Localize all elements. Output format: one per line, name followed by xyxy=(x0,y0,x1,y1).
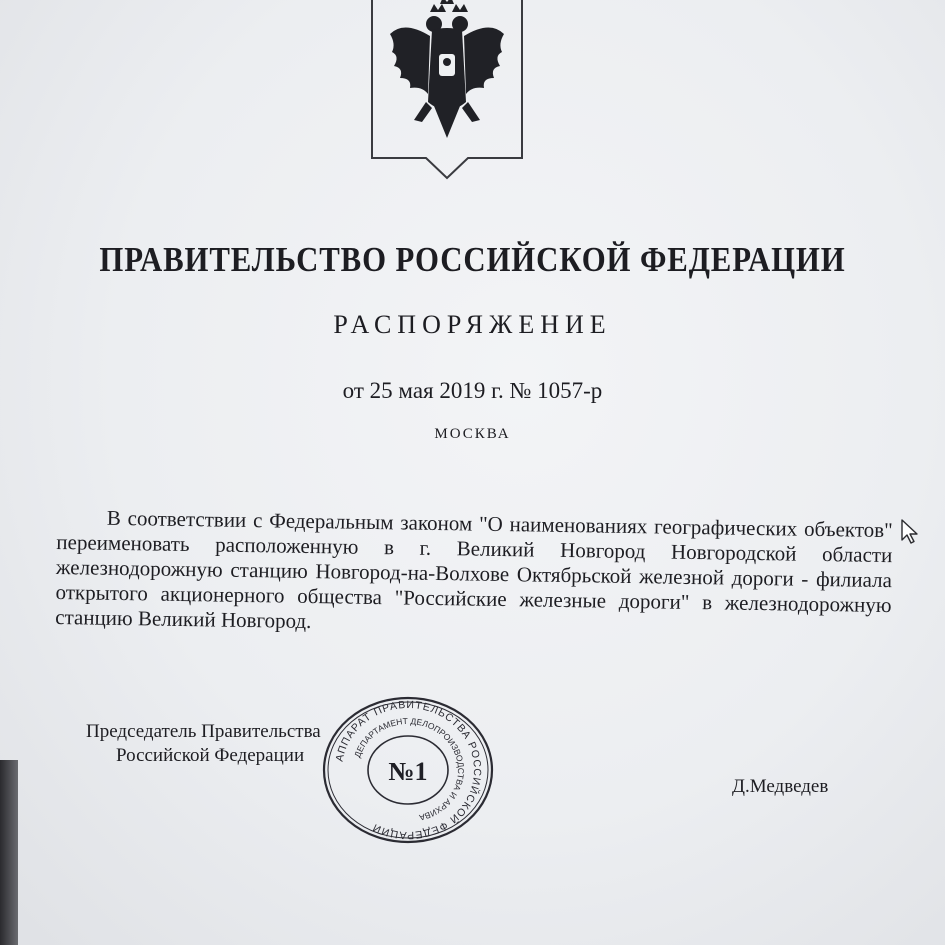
monitor-bezel xyxy=(0,760,18,945)
mouse-pointer-icon xyxy=(900,518,922,544)
signatory-title xyxy=(86,720,321,768)
stamp-number: №1 xyxy=(388,757,428,786)
government-title: ПРАВИТЕЛЬСТВО РОССИЙСКОЙ ФЕДЕРАЦИИ xyxy=(99,240,846,279)
signatory-name: Д.Медведев xyxy=(732,776,829,797)
document-date-number: от 25 мая 2019 г. № 1057-р xyxy=(342,378,603,403)
stamp-outer-text: АППАРАТ ПРАВИТЕЛЬСТВА РОССИЙСКОЙ ФЕДЕРАЦИИ xyxy=(333,698,484,842)
document-city: МОСКВА xyxy=(434,426,511,442)
coat-of-arms-icon xyxy=(368,0,526,186)
signatory-title-line2: Российской Федерации xyxy=(116,745,305,766)
document-body: В соответствии с Федеральным законом "О наименованиях географических объектов" переименовать расположенную в г. Великий Новгород Новгородской области железнодорожную станцию Новгород-на-Волхове Октябрьской железной дороги - филиала открытого акционерного общества "Российские железные дороги" в железнодорожную станцию Великий Новгород. xyxy=(55,505,893,634)
official-seal-stamp xyxy=(318,694,498,846)
stamp-inner-text: ДЕПАРТАМЕНТ ДЕЛОПРОИЗВОДСТВА И АРХИВА xyxy=(352,715,467,823)
signatory-title-line1: Председатель Правительства xyxy=(86,721,321,742)
document-type: РАСПОРЯЖЕНИЕ xyxy=(333,310,612,339)
